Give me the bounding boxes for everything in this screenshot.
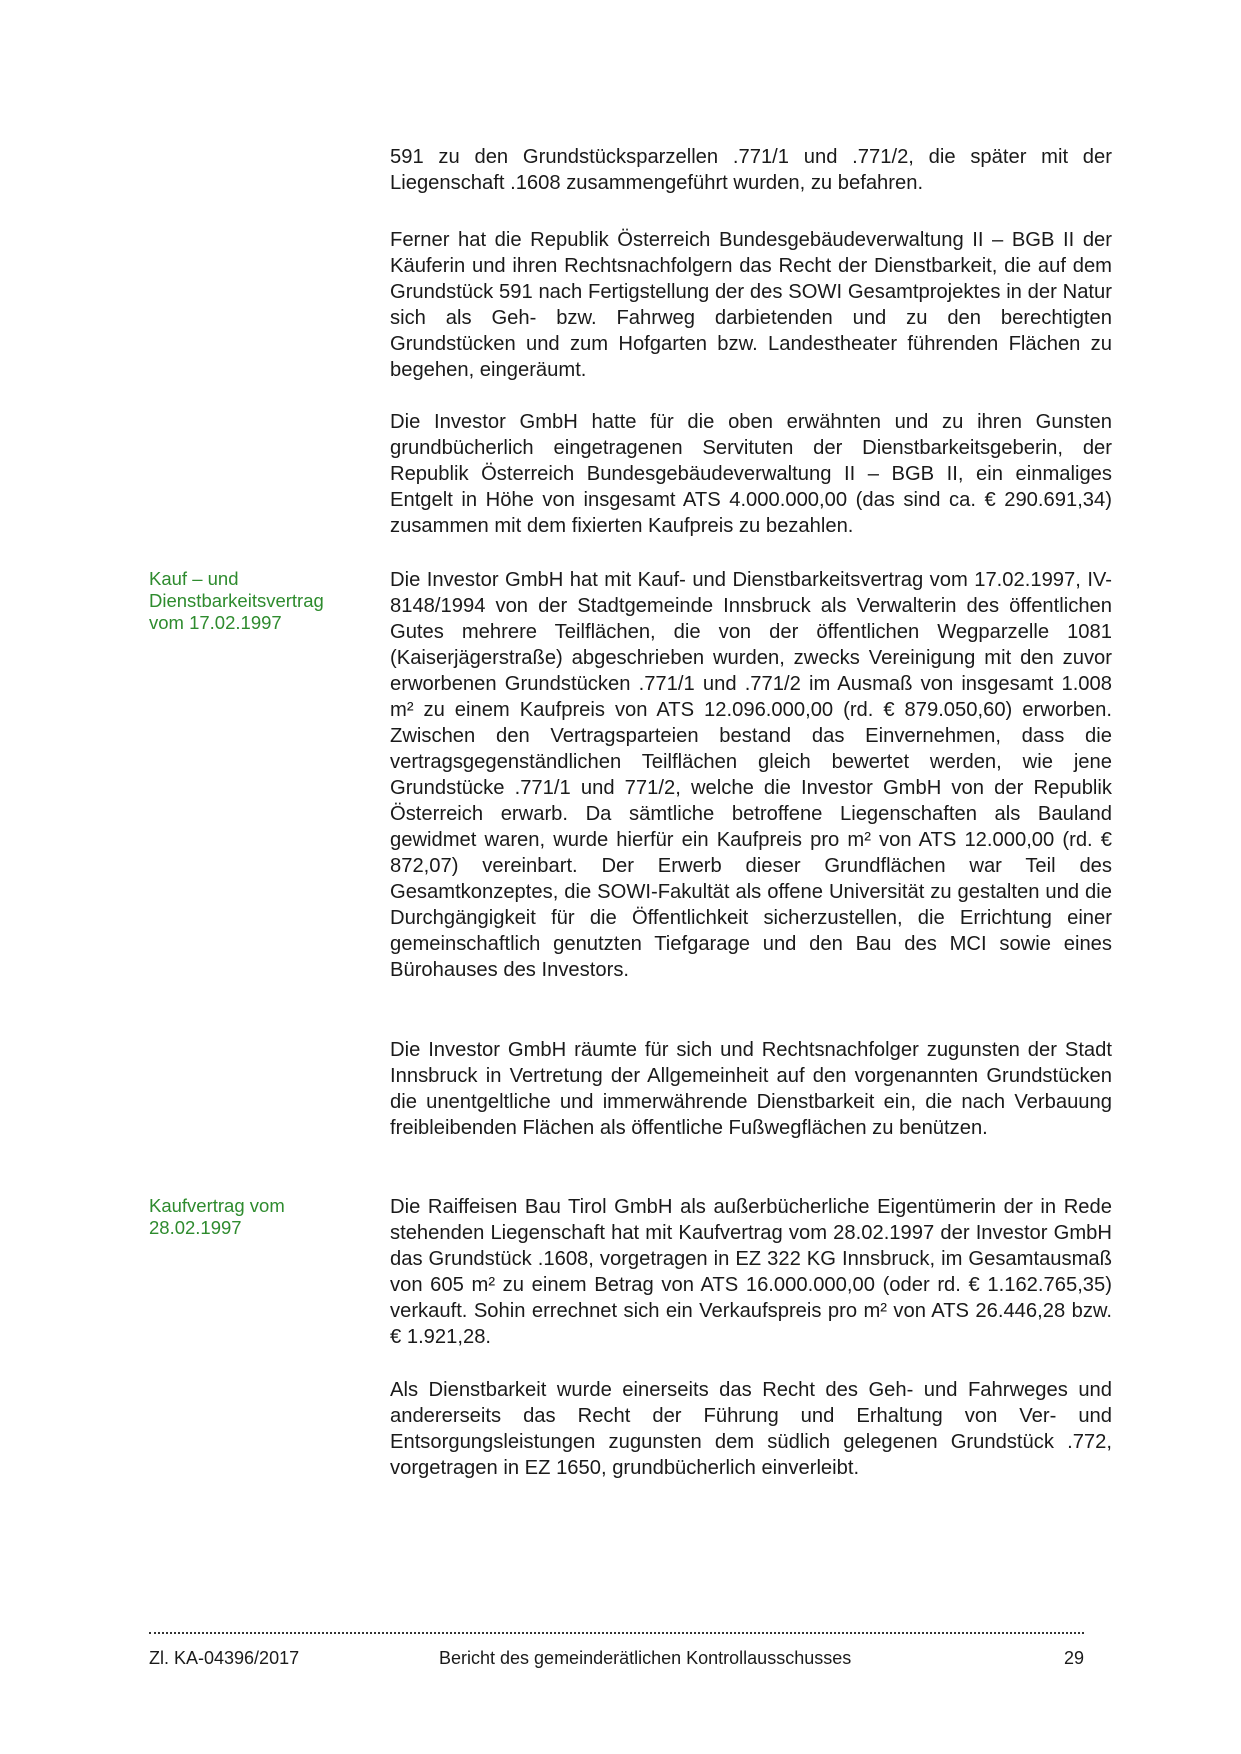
paragraph-5: Die Investor GmbH räumte für sich und Rechtsnachfolger zugunsten der Stadt Innsbruck in Vertretung der Allgemeinheit auf den vorgenannten Grundstücken die unentgeltliche und immerwährende Dienstbarkeit ein, die nach Verbauung freibleibenden Flächen als öffentliche Fußwegflächen zu benützen. xyxy=(390,1039,1112,1139)
paragraph-1: 591 zu den Grundstücksparzellen .771/1 und .771/2, die später mit der Liegenschaft .1608 zusammengeführt wurden, zu befahren. xyxy=(390,146,1112,194)
margin-note-line: Kauf – und xyxy=(149,568,239,589)
margin-note-line: 28.02.1997 xyxy=(149,1217,242,1238)
paragraph-2: Ferner hat die Republik Österreich Bundesgebäudeverwaltung II – BGB II der Käuferin und ihren Rechtsnachfolgern das Recht der Dienstbarkeit, die auf dem Grundstück 591 nach Fertigstellung der des SOWI Gesamtprojektes in der Natur sich als Geh- bzw. Fahrweg darbietenden und zu den berechtigten Grundstücken und zum Hofgarten bzw. Landestheater führenden Flächen zu begehen, eingeräumt. xyxy=(390,229,1112,381)
paragraph-7: Als Dienstbarkeit wurde einerseits das Recht des Geh- und Fahrweges und andererseits das Recht der Führung und Erhaltung von Ver- und Entsorgungsleistungen zugunsten dem südlich gelegenen Grundstück .772, vorgetragen in EZ 1650, grundbücherlich einverleibt. xyxy=(390,1379,1112,1479)
footer-title: Bericht des gemeinderätlichen Kontrollausschusses xyxy=(439,1648,852,1668)
footer-divider xyxy=(149,1632,1084,1634)
margin-note-line: Kaufvertrag vom xyxy=(149,1195,285,1216)
margin-note-line: vom 17.02.1997 xyxy=(149,612,282,633)
page-number: 29 xyxy=(1063,1648,1084,1668)
paragraph-3: Die Investor GmbH hatte für die oben erwähnten und zu ihren Gunsten grundbücherlich eingetragenen Servituten der Dienstbarkeitsgeberin, der Republik Österreich Bundesgebäudeverwaltung II – BGB II, ein einmaliges Entgelt in Höhe von insgesamt ATS 4.000.000,00 (das sind ca. € 290.691,34) zusammen mit dem fixierten Kaufpreis zu bezahlen. xyxy=(390,411,1112,537)
margin-note-kaufvertrag xyxy=(149,1195,364,1239)
paragraph-6: Die Raiffeisen Bau Tirol GmbH als außerbücherliche Eigentümerin der in Rede stehenden Liegenschaft hat mit Kaufvertrag vom 28.02.1997 der Investor GmbH das Grundstück .1608, vorgetragen in EZ 322 KG Innsbruck, im Gesamtausmaß von 605 m² zu einem Betrag von ATS 16.000.000,00 (oder rd. € 1.162.765,35) verkauft. Sohin errechnet sich ein Verkaufspreis pro m² von ATS 26.446,28 bzw. € 1.921,28. xyxy=(390,1196,1112,1348)
paragraph-4: Die Investor GmbH hat mit Kauf- und Dienstbarkeitsvertrag vom 17.02.1997, IV-8148/1994 von der Stadtgemeinde Innsbruck als Verwalterin des öffentlichen Gutes mehrere Teilflächen, die von der öffentlichen Wegparzelle 1081 (Kaiserjägerstraße) abgeschrieben wurden, zwecks Vereinigung mit den zuvor erworbenen Grundstücken .771/1 und .771/2 im Ausmaß von insgesamt 1.008 m² zu einem Kaufpreis von ATS 12.096.000,00 (rd. € 879.050,60) erworben. Zwischen den Vertragsparteien bestand das Einvernehmen, dass die vertragsgegenständlichen Teilflächen gleich bewertet werden, wie jene Grundstücke .771/1 und 771/2, welche die Investor GmbH von der Republik Österreich erwarb. Da sämtliche betroffene Liegenschaften als Bauland gewidmet waren, wurde hierfür ein Kaufpreis pro m² von ATS 12.000,00 (rd. € 872,07) vereinbart. Der Erwerb dieser Grundflächen war Teil des Gesamtkonzeptes, die SOWI-Fakultät als offene Universität zu gestalten und die Durchgängigkeit für die Öffentlichkeit sicherzustellen, die Errichtung einer gemeinschaftlich genutzten Tiefgarage und den Bau des MCI sowie eines Bürohauses des Investors. xyxy=(390,569,1112,981)
margin-note-kauf-dienstbarkeitsvertrag xyxy=(149,568,364,634)
margin-note-line: Dienstbarkeitsvertrag xyxy=(149,590,324,611)
footer-reference: Zl. KA-04396/2017 xyxy=(149,1648,300,1668)
